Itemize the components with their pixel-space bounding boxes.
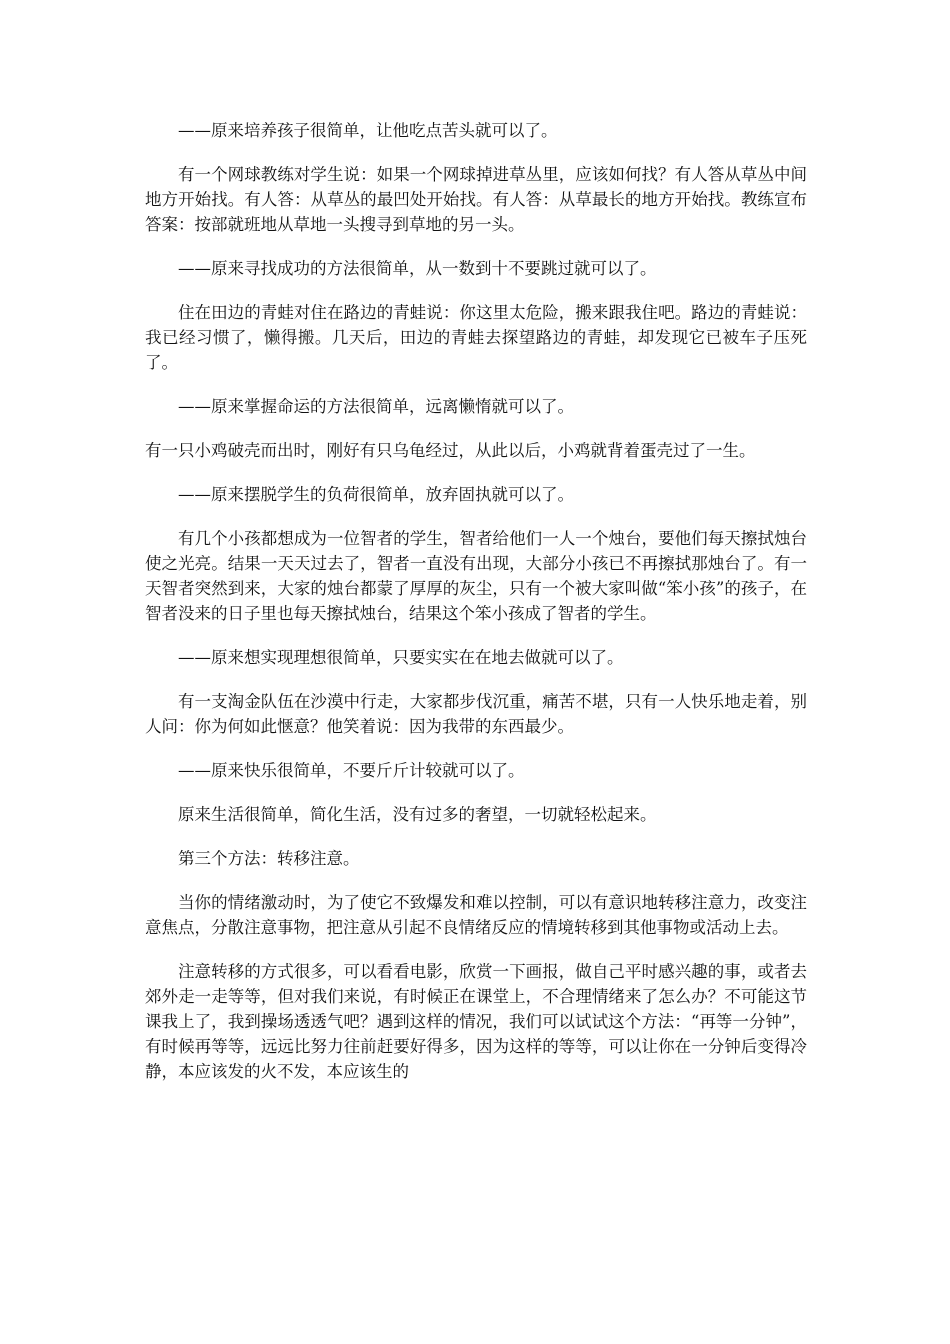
paragraph-1: ——原来培养孩子很简单，让他吃点苦头就可以了。 <box>178 121 558 140</box>
paragraph-11: ——原来快乐很简单，不要斤斤计较就可以了。 <box>178 761 525 780</box>
paragraph-6: 有一只小鸡破壳而出时，刚好有只乌龟经过，从此以后，小鸡就背着蛋壳过了一生。 <box>145 441 756 460</box>
paragraph-4: 住在田边的青蛙对住在路边的青蛙说：你这里太危险，搬来跟我住吧。路边的青蛙说：我已经习惯了，懒得搬。几天后，田边的青蛙去探望路边的青蛙，却发现它已被车子压死了。 <box>145 303 807 372</box>
paragraph-5: ——原来掌握命运的方法很简单，远离懒惰就可以了。 <box>178 397 574 416</box>
paragraph-7: ——原来摆脱学生的负荷很简单，放弃固执就可以了。 <box>178 485 574 504</box>
paragraph-12: 原来生活很简单，简化生活，没有过多的奢望，一切就轻松起来。 <box>178 805 657 824</box>
paragraph-10: 有一支淘金队伍在沙漠中行走，大家都步伐沉重，痛苦不堪，只有一人快乐地走着，别人问：你为何如此惬意？他笑着说：因为我带的东西最少。 <box>145 692 807 736</box>
paragraph-2: 有一个网球教练对学生说：如果一个网球掉进草丛里，应该如何找？有人答从草丛中间地方开始找。有人答：从草丛的最凹处开始找。有人答：从草最长的地方开始找。教练宣布答案：按部就班地从草地一头搜寻到草地的另一头。 <box>145 165 807 234</box>
section-heading: 第三个方法：转移注意。 <box>178 849 360 868</box>
paragraph-9: ——原来想实现理想很简单，只要实实在在地去做就可以了。 <box>178 648 624 667</box>
paragraph-3: ——原来寻找成功的方法很简单，从一数到十不要跳过就可以了。 <box>178 259 657 278</box>
paragraph-15: 注意转移的方式很多，可以看看电影，欣赏一下画报，做自己平时感兴趣的事，或者去郊外走一走等等，但对我们来说，有时候正在课堂上，不合理情绪来了怎么办？不可能这节课我上了，我到操场透透气吧？遇到这样的情况，我们可以试试这个方法：“再等一分钟”，有时候再等等，远远比努力往前赶要好得多，因为这样的等等，可以让你在一分钟后变得冷静，本应该发的火不发，本应该生的 <box>145 962 807 1081</box>
paragraph-14: 当你的情绪激动时，为了使它不致爆发和难以控制，可以有意识地转移注意力，改变注意焦点，分散注意事物，把注意从引起不良情绪反应的情境转移到其他事物或活动上去。 <box>145 893 807 937</box>
document-page <box>145 118 807 1103</box>
paragraph-8: 有几个小孩都想成为一位智者的学生，智者给他们一人一个烛台，要他们每天擦拭烛台使之光亮。结果一天天过去了，智者一直没有出现，大部分小孩已不再擦拭那烛台了。有一天智者突然到来，大家的烛台都蒙了厚厚的灰尘，只有一个被大家叫做“笨小孩”的孩子，在智者没来的日子里也每天擦拭烛台，结果这个笨小孩成了智者的学生。 <box>145 529 807 623</box>
